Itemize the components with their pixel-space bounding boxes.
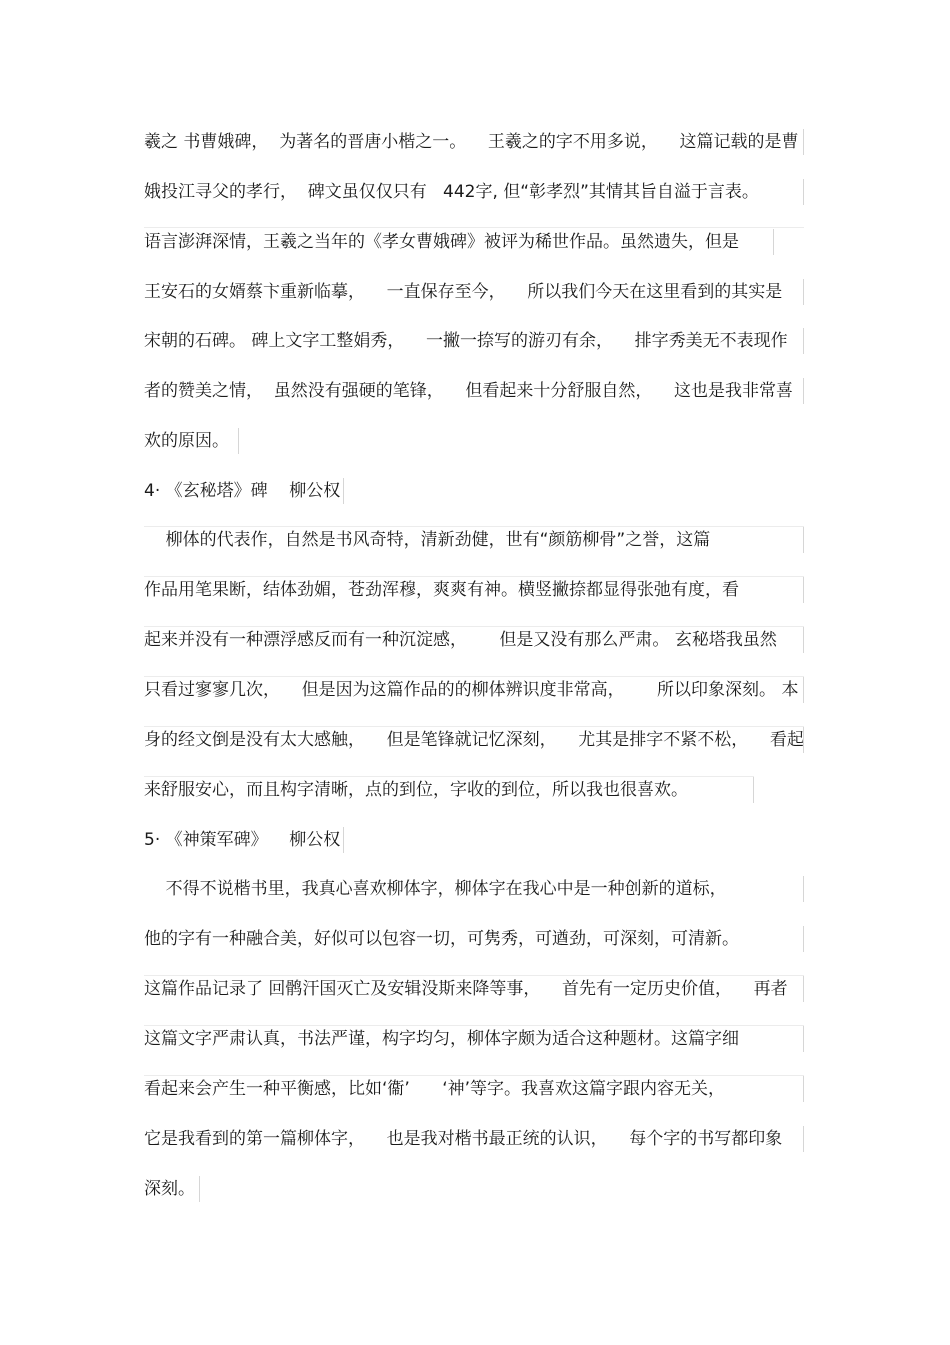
text-line: 它是我看到的第一篇柳体字， 也是我对楷书最正统的认识， 每个字的书写都印象: [144, 1126, 804, 1152]
text-line: 来舒服安心，而且构字清晰，点的到位，字收的到位，所以我也很喜欢。: [144, 777, 754, 803]
text-line: 只看过寥寥几次， 但是因为这篇作品的的柳体辨识度非常高， 所以印象深刻。 本: [144, 677, 804, 703]
text-line: 作品用笔果断，结体劲媚，苍劲浑穆，爽爽有神。横竖撇捺都显得张弛有度，看: [144, 577, 804, 603]
section-heading: 4· 《玄秘塔》碑 柳公权: [144, 478, 344, 504]
text-line: 这篇作品记录了 回鹘汗国灭亡及安辑没斯来降等事， 首先有一定历史价值， 再者: [144, 976, 804, 1002]
text-line: 者的赞美之情， 虽然没有强硬的笔锋， 但看起来十分舒服自然， 这也是我非常喜: [144, 378, 804, 404]
section-heading: 5· 《神策军碑》 柳公权: [144, 827, 344, 853]
text-line: 语言澎湃深情，王羲之当年的《孝女曹娥碑》被评为稀世作品。虽然遗失，但是: [144, 229, 774, 255]
text-line: 柳体的代表作，自然是书风奇特，清新劲健，世有“颜筋柳骨”之誉，这篇: [144, 527, 804, 553]
text-line: 宋朝的石碑。 碑上文字工整娟秀， 一撇一捺写的游刃有余， 排字秀美无不表现作: [144, 328, 804, 354]
text-line: 不得不说楷书里，我真心喜欢柳体字，柳体字在我心中是一种创新的道标，: [144, 876, 804, 902]
text-line: 他的字有一种融合美，好似可以包容一切，可隽秀，可遒劲，可深刻，可清新。: [144, 926, 804, 952]
text-line: 王安石的女婿蔡卞重新临摹， 一直保存至今， 所以我们今天在这里看到的其实是: [144, 279, 804, 305]
text-line: 看起来会产生一种平衡感，比如‘衞’ ‘神’等字。我喜欢这篇字跟内容无关，: [144, 1076, 804, 1102]
text-line: 羲之 书曹娥碑， 为著名的晋唐小楷之一。 王羲之的字不用多说， 这篇记载的是曹: [144, 129, 804, 155]
text-line: 这篇文字严肃认真，书法严谨，构字均匀，柳体字颇为适合这种题材。这篇字细: [144, 1026, 804, 1052]
text-line: 起来并没有一种漂浮感反而有一种沉淀感， 但是又没有那么严肃。 玄秘塔我虽然: [144, 627, 804, 653]
text-line: 欢的原因。: [144, 428, 239, 454]
text-line: 娥投江寻父的孝行， 碑文虽仅仅只有 442字, 但“彰孝烈”其情其旨自溢于言表。: [144, 179, 804, 205]
text-line: 深刻。: [144, 1176, 200, 1202]
text-line: 身的经文倒是没有太大感触， 但是笔锋就记忆深刻， 尤其是排字不紧不松， 看起: [144, 727, 804, 753]
